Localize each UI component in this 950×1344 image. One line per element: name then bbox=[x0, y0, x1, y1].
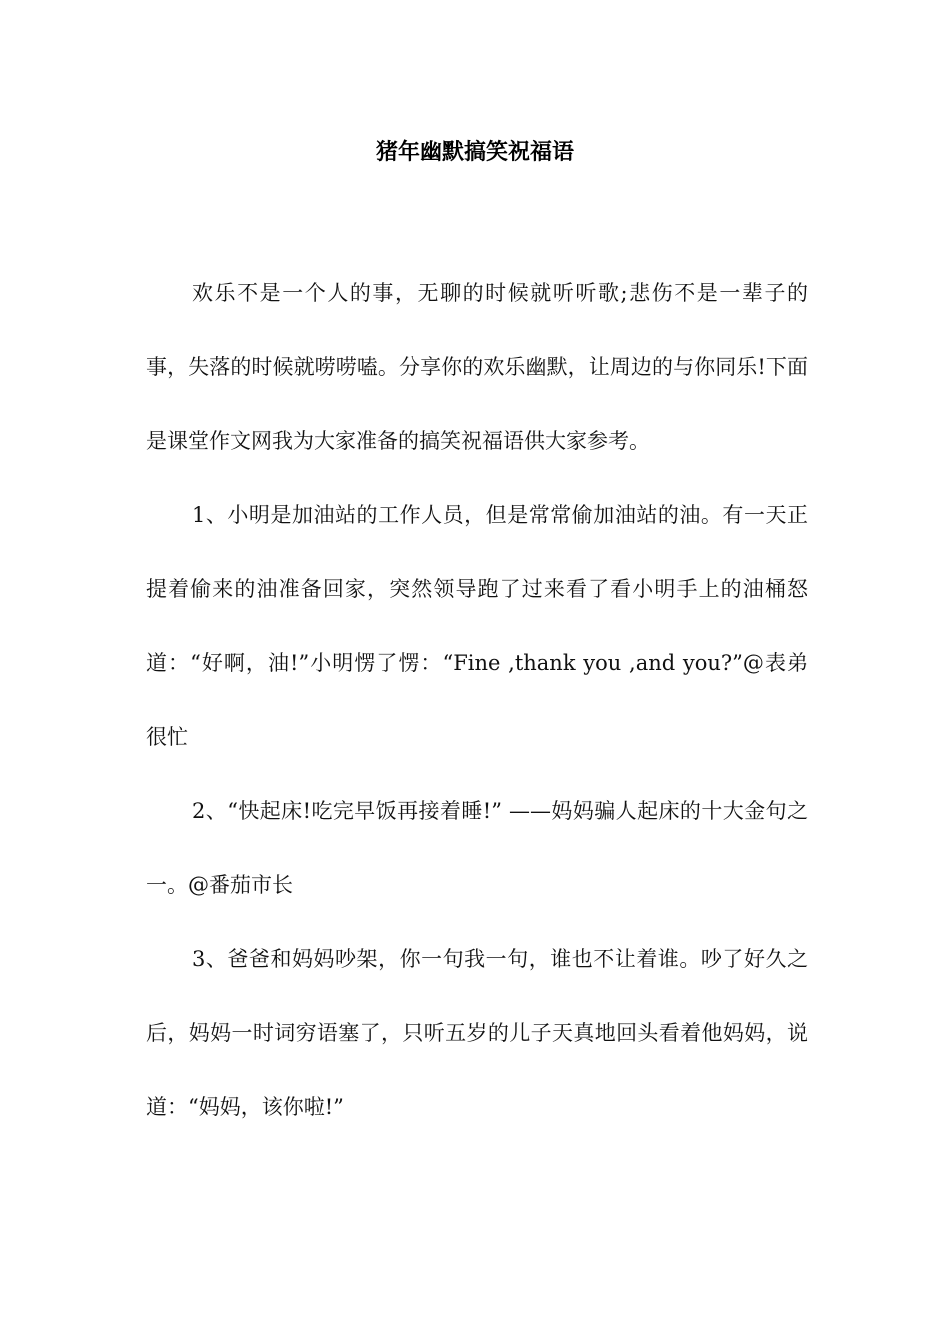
paragraph-joke-1: 1、小明是加油站的工作人员，但是常常偷加油站的油。有一天正提着偷来的油准备回家，突然领导跑了过来看了看小明手上的油桶怒道：“好啊，油!”小明愣了愣：“Fine ,thank you ,and you?”@表弟很忙 bbox=[146, 503, 808, 749]
paragraph-intro: 欢乐不是一个人的事，无聊的时候就听听歌;悲伤不是一辈子的事，失落的时候就唠唠嗑。分享你的欢乐幽默，让周边的与你同乐!下面是课堂作文网我为大家准备的搞笑祝福语供大家参考。 bbox=[146, 281, 808, 453]
document-body bbox=[146, 256, 808, 1144]
paragraph-joke-2: 2、“快起床!吃完早饭再接着睡!” ——妈妈骗人起床的十大金句之一。@番茄市长 bbox=[146, 799, 808, 897]
document-title: 猪年幽默搞笑祝福语 bbox=[375, 140, 574, 165]
paragraph-joke-3: 3、爸爸和妈妈吵架，你一句我一句，谁也不让着谁。吵了好久之后，妈妈一时词穷语塞了，只听五岁的儿子天真地回头看着他妈妈，说道：“妈妈，该你啦!” bbox=[146, 947, 808, 1119]
